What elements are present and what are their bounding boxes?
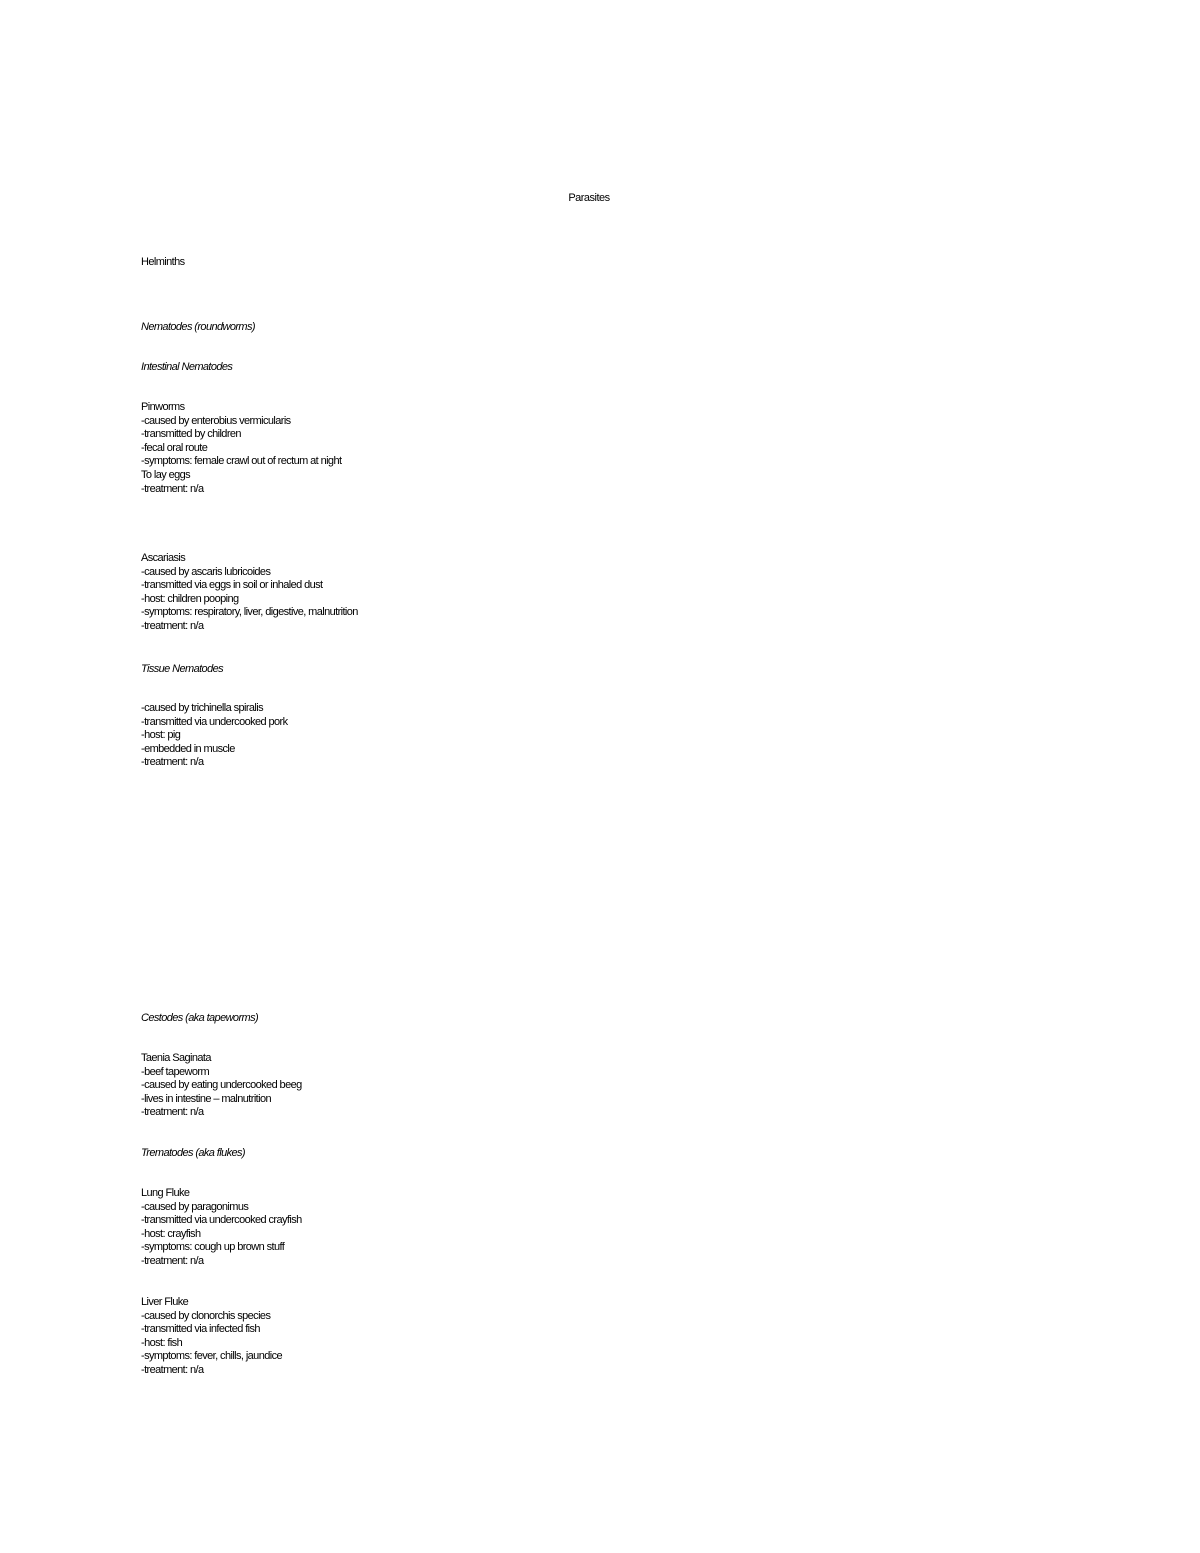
trichinella-line: -host: pig	[141, 729, 181, 742]
ascariasis-line: -symptoms: respiratory, liver, digestive, malnutrition	[141, 606, 358, 619]
lung-fluke-line: -caused by paragonimus	[141, 1200, 249, 1213]
pinworms-line: -treatment: n/a	[141, 482, 204, 495]
section-liver-fluke	[141, 1296, 282, 1378]
ascariasis-line: -caused by ascaris lubricoides	[141, 565, 271, 578]
trichinella-line: -embedded in muscle	[141, 742, 235, 755]
liver-fluke-line: -symptoms: fever, chills, jaundice	[141, 1350, 282, 1363]
heading-cestodes: Cestodes (aka tapeworms)	[141, 1012, 259, 1024]
pinworms-line: To lay eggs	[141, 468, 191, 481]
section-trichinella	[141, 702, 288, 770]
pinworms-line: -transmitted by children	[141, 428, 241, 441]
taenia-line: Taenia Saginata	[141, 1052, 211, 1064]
trichinella-line: -transmitted via undercooked pork	[141, 715, 288, 728]
lung-fluke-line: -treatment: n/a	[141, 1254, 204, 1267]
liver-fluke-line: Liver Fluke	[141, 1296, 189, 1308]
liver-fluke-line: -treatment: n/a	[141, 1363, 204, 1376]
trichinella-line: -caused by trichinella spiralis	[141, 702, 264, 714]
ascariasis-line: -transmitted via eggs in soil or inhaled dust	[141, 579, 323, 592]
taenia-line: -lives in intestine – malnutrition	[141, 1092, 272, 1105]
lung-fluke-line: -transmitted via undercooked crayfish	[141, 1214, 302, 1227]
heading-tissue-nematodes: Tissue Nematodes	[141, 663, 224, 675]
pinworms-line: -caused by enterobius vermicularis	[141, 414, 291, 427]
heading-nematodes: Nematodes (roundworms)	[141, 321, 255, 333]
liver-fluke-line: -caused by clonorchis species	[141, 1309, 271, 1322]
lung-fluke-line: Lung Fluke	[141, 1187, 190, 1199]
section-taenia	[141, 1052, 302, 1120]
taenia-line: -beef tapeworm	[141, 1065, 210, 1078]
lung-fluke-line: -symptoms: cough up brown stuff	[141, 1241, 285, 1254]
heading-intestinal-nematodes: Intestinal Nematodes	[141, 361, 233, 373]
ascariasis-line: Ascariasis	[141, 552, 186, 564]
pinworms-line: -fecal oral route	[141, 441, 208, 454]
ascariasis-line: -host: children pooping	[141, 592, 239, 605]
section-ascariasis	[141, 552, 358, 634]
taenia-line: -treatment: n/a	[141, 1106, 204, 1119]
lung-fluke-line: -host: crayfish	[141, 1227, 201, 1240]
heading-trematodes: Trematodes (aka flukes)	[141, 1147, 245, 1159]
liver-fluke-line: -transmitted via infected fish	[141, 1323, 260, 1336]
trichinella-line: -treatment: n/a	[141, 756, 204, 769]
section-pinworms	[141, 401, 341, 496]
liver-fluke-line: -host: fish	[141, 1336, 183, 1349]
pinworms-line: Pinworms	[141, 401, 185, 413]
section-lung-fluke	[141, 1187, 302, 1269]
taenia-line: -caused by eating undercooked beeg	[141, 1079, 302, 1092]
page-title: Parasites	[568, 192, 610, 204]
pinworms-line: -symptoms: female crawl out of rectum at night	[141, 455, 342, 468]
heading-helminths: Helminths	[141, 256, 185, 268]
ascariasis-line: -treatment: n/a	[141, 619, 204, 632]
